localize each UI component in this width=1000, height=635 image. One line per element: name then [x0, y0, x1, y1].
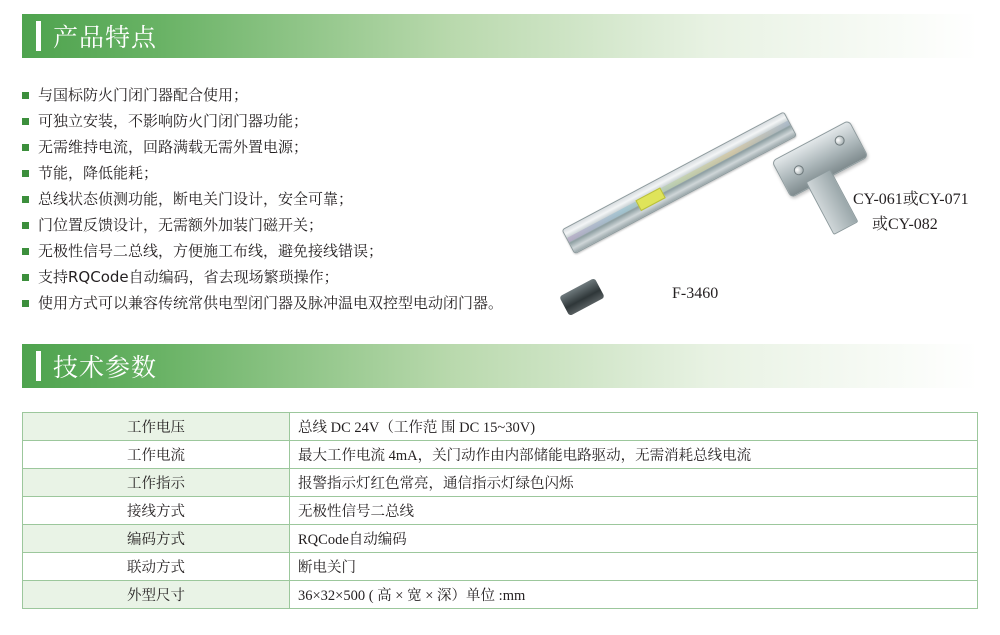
product-model-label-1: CY-061或CY-071: [853, 191, 969, 208]
square-bullet-icon: [22, 144, 29, 151]
spec-value: RQCode自动编码: [290, 525, 978, 553]
section-title-features: 产品特点: [53, 23, 158, 52]
table-row: [23, 413, 978, 441]
list-item-label: 无需维持电流，回路满载无需外置电源；: [38, 138, 309, 156]
device-end-cap: [559, 278, 605, 316]
list-item-label: 支持RQCode自动编码，省去现场繁琐操作；: [38, 268, 339, 286]
list-item: [22, 162, 582, 185]
spec-value: 无极性信号二总线: [290, 497, 978, 525]
list-item: [22, 84, 582, 107]
list-item-label: 节能，降低能耗；: [38, 164, 159, 182]
list-item-label: 总线状态侦测功能，断电关门设计，安全可靠；: [38, 190, 354, 208]
header-accent-bar: [36, 21, 41, 51]
list-item-label: 与国标防火门闭门器配合使用；: [38, 86, 249, 104]
square-bullet-icon: [22, 92, 29, 99]
square-bullet-icon: [22, 196, 29, 203]
product-model-label-body: F-3460: [672, 285, 719, 302]
list-item-label: 门位置反馈设计，无需额外加装门磁开关；: [38, 216, 324, 234]
list-item: [22, 214, 582, 237]
product-photo: [560, 120, 890, 320]
features-bullet-list: [22, 84, 582, 318]
list-item: [22, 266, 582, 289]
spec-key: 工作电压: [23, 413, 290, 441]
square-bullet-icon: [22, 300, 29, 307]
product-model-label-2: 或CY-082: [872, 216, 938, 233]
door-closer-device-icon: [561, 111, 797, 254]
spec-key: 外型尺寸: [23, 581, 290, 609]
list-item: [22, 188, 582, 211]
screw-icon: [792, 164, 806, 178]
spec-value: 报警指示灯红色常亮，通信指示灯绿色闪烁: [290, 469, 978, 497]
spec-key: 工作电流: [23, 441, 290, 469]
spec-key: 联动方式: [23, 553, 290, 581]
spec-key: 接线方式: [23, 497, 290, 525]
list-item: [22, 136, 582, 159]
header-accent-bar: [36, 351, 41, 381]
screw-icon: [833, 134, 847, 148]
table-row: [23, 469, 978, 497]
section-title-specs: 技术参数: [53, 353, 158, 382]
table-row: [23, 581, 978, 609]
spec-key: 编码方式: [23, 525, 290, 553]
list-item: [22, 110, 582, 133]
list-item-label: 使用方式可以兼容传统常供电型闭门器及脉冲温电双控型电动闭门器。: [38, 294, 504, 312]
device-stripe: [567, 121, 790, 243]
table-row: [23, 497, 978, 525]
spec-value: 总线 DC 24V（工作范 围 DC 15~30V): [290, 413, 978, 441]
square-bullet-icon: [22, 248, 29, 255]
table-row: [23, 525, 978, 553]
section-header-specs: [22, 344, 978, 388]
table-row: [23, 441, 978, 469]
list-item: [22, 292, 582, 315]
spec-value: 断电关门: [290, 553, 978, 581]
list-item-label: 无极性信号二总线，方便施工布线，避免接线错误；: [38, 242, 384, 260]
spec-value: 36×32×500 ( 高 × 宽 × 深）单位 :mm: [290, 581, 978, 609]
mounting-bracket-icon: [806, 169, 859, 235]
square-bullet-icon: [22, 170, 29, 177]
list-item-label: 可独立安装，不影响防火门闭门器功能；: [38, 112, 309, 130]
device-label-chip: [635, 187, 665, 211]
square-bullet-icon: [22, 222, 29, 229]
table-row: [23, 553, 978, 581]
spec-value: 最大工作电流 4mA，关门动作由内部储能电路驱动，无需消耗总线电流: [290, 441, 978, 469]
list-item: [22, 240, 582, 263]
square-bullet-icon: [22, 118, 29, 125]
section-header-features: [22, 14, 978, 58]
technical-specs-table: [22, 412, 978, 609]
square-bullet-icon: [22, 274, 29, 281]
spec-key: 工作指示: [23, 469, 290, 497]
